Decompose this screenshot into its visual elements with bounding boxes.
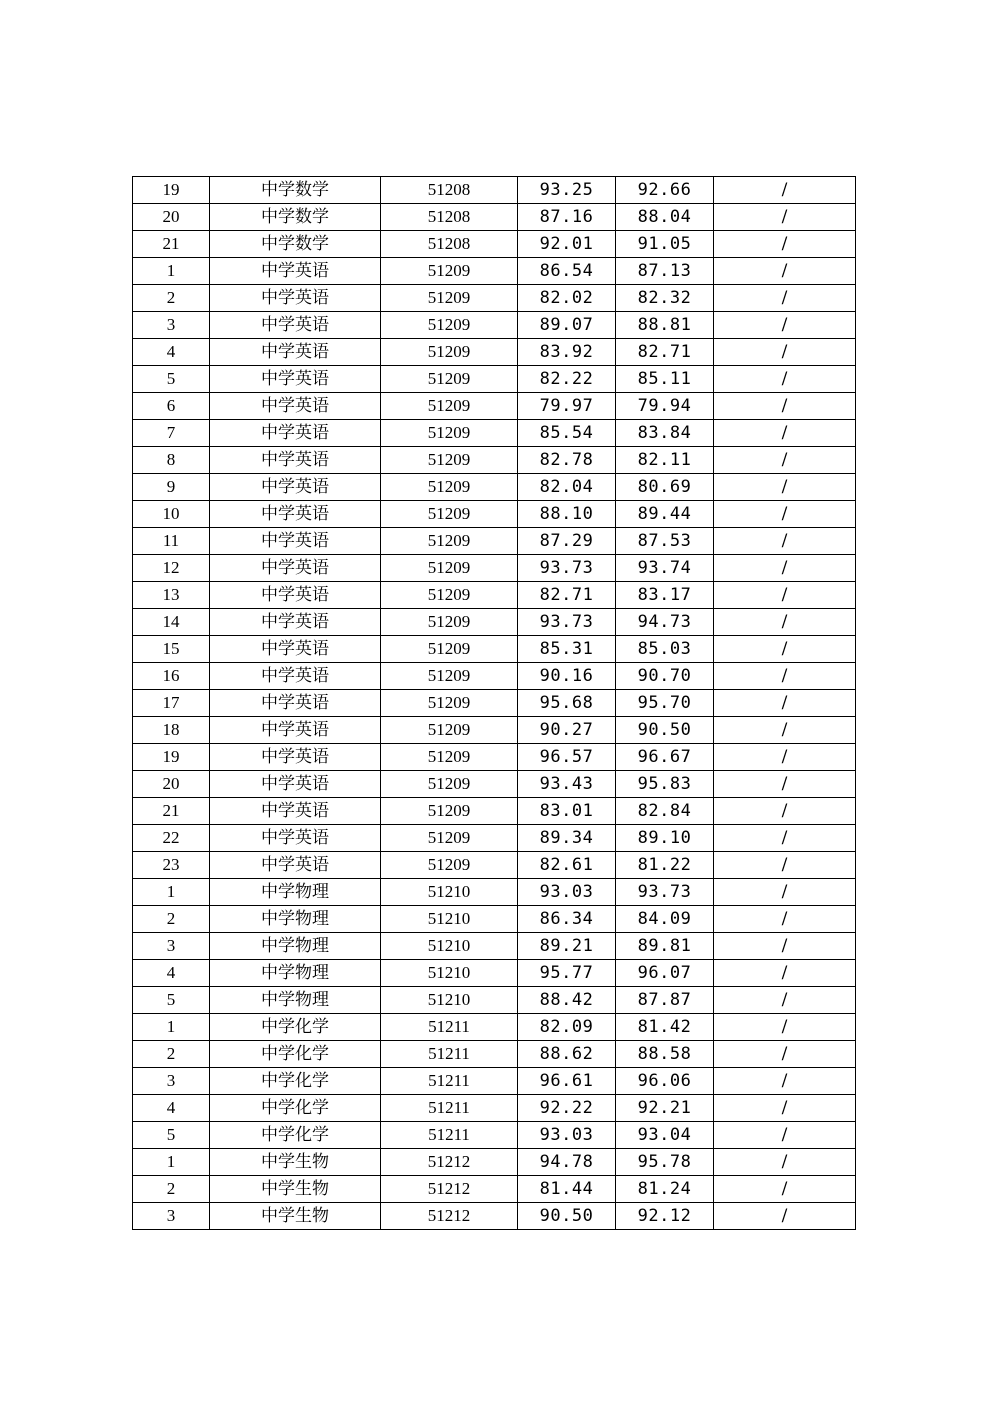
score-2-cell: 94.73	[616, 609, 714, 636]
subject-cell: 中学英语	[210, 420, 381, 447]
subject-cell: 中学英语	[210, 771, 381, 798]
position-code-cell: 51209	[381, 555, 518, 582]
score-1-cell: 93.73	[518, 609, 616, 636]
row-number-cell: 15	[133, 636, 210, 663]
row-number-cell: 1	[133, 258, 210, 285]
remark-cell: /	[714, 1014, 856, 1041]
score-2-cell: 88.81	[616, 312, 714, 339]
score-1-cell: 94.78	[518, 1149, 616, 1176]
table-row	[133, 1068, 856, 1095]
position-code-cell: 51209	[381, 636, 518, 663]
subject-cell: 中学化学	[210, 1068, 381, 1095]
remark-cell: /	[714, 663, 856, 690]
row-number-cell: 3	[133, 1068, 210, 1095]
remark-cell: /	[714, 771, 856, 798]
score-2-cell: 82.32	[616, 285, 714, 312]
score-2-cell: 88.58	[616, 1041, 714, 1068]
score-1-cell: 89.07	[518, 312, 616, 339]
score-2-cell: 81.24	[616, 1176, 714, 1203]
subject-cell: 中学物理	[210, 879, 381, 906]
subject-cell: 中学英语	[210, 501, 381, 528]
subject-cell: 中学英语	[210, 582, 381, 609]
score-2-cell: 96.67	[616, 744, 714, 771]
remark-cell: /	[714, 987, 856, 1014]
table-row	[133, 393, 856, 420]
position-code-cell: 51209	[381, 582, 518, 609]
score-1-cell: 93.03	[518, 879, 616, 906]
subject-cell: 中学英语	[210, 339, 381, 366]
remark-cell: /	[714, 852, 856, 879]
score-1-cell: 87.29	[518, 528, 616, 555]
position-code-cell: 51209	[381, 339, 518, 366]
row-number-cell: 4	[133, 339, 210, 366]
score-2-cell: 88.04	[616, 204, 714, 231]
score-1-cell: 79.97	[518, 393, 616, 420]
position-code-cell: 51209	[381, 690, 518, 717]
position-code-cell: 51210	[381, 960, 518, 987]
subject-cell: 中学物理	[210, 933, 381, 960]
table-row	[133, 582, 856, 609]
score-1-cell: 90.16	[518, 663, 616, 690]
score-2-cell: 95.83	[616, 771, 714, 798]
position-code-cell: 51209	[381, 366, 518, 393]
row-number-cell: 3	[133, 1203, 210, 1230]
table-row	[133, 852, 856, 879]
score-2-cell: 87.13	[616, 258, 714, 285]
remark-cell: /	[714, 420, 856, 447]
score-2-cell: 89.10	[616, 825, 714, 852]
score-1-cell: 83.92	[518, 339, 616, 366]
position-code-cell: 51209	[381, 312, 518, 339]
subject-cell: 中学英语	[210, 366, 381, 393]
position-code-cell: 51209	[381, 663, 518, 690]
score-2-cell: 82.84	[616, 798, 714, 825]
table-row	[133, 339, 856, 366]
subject-cell: 中学英语	[210, 258, 381, 285]
score-2-cell: 95.78	[616, 1149, 714, 1176]
score-2-cell: 90.50	[616, 717, 714, 744]
position-code-cell: 51212	[381, 1203, 518, 1230]
score-1-cell: 85.54	[518, 420, 616, 447]
remark-cell: /	[714, 960, 856, 987]
score-1-cell: 93.43	[518, 771, 616, 798]
subject-cell: 中学物理	[210, 987, 381, 1014]
score-table-body	[133, 177, 856, 1230]
subject-cell: 中学化学	[210, 1122, 381, 1149]
remark-cell: /	[714, 231, 856, 258]
position-code-cell: 51209	[381, 501, 518, 528]
score-2-cell: 81.22	[616, 852, 714, 879]
row-number-cell: 12	[133, 555, 210, 582]
position-code-cell: 51211	[381, 1068, 518, 1095]
subject-cell: 中学英语	[210, 528, 381, 555]
score-2-cell: 93.73	[616, 879, 714, 906]
position-code-cell: 51209	[381, 717, 518, 744]
remark-cell: /	[714, 366, 856, 393]
position-code-cell: 51209	[381, 258, 518, 285]
score-1-cell: 93.03	[518, 1122, 616, 1149]
table-row	[133, 420, 856, 447]
score-2-cell: 92.21	[616, 1095, 714, 1122]
subject-cell: 中学化学	[210, 1014, 381, 1041]
position-code-cell: 51209	[381, 474, 518, 501]
score-1-cell: 81.44	[518, 1176, 616, 1203]
table-row	[133, 717, 856, 744]
position-code-cell: 51209	[381, 528, 518, 555]
row-number-cell: 22	[133, 825, 210, 852]
row-number-cell: 2	[133, 906, 210, 933]
row-number-cell: 20	[133, 771, 210, 798]
subject-cell: 中学英语	[210, 285, 381, 312]
remark-cell: /	[714, 582, 856, 609]
score-1-cell: 82.78	[518, 447, 616, 474]
table-row	[133, 1203, 856, 1230]
table-row	[133, 231, 856, 258]
score-1-cell: 92.01	[518, 231, 616, 258]
position-code-cell: 51211	[381, 1095, 518, 1122]
score-1-cell: 82.71	[518, 582, 616, 609]
score-1-cell: 95.77	[518, 960, 616, 987]
table-row	[133, 285, 856, 312]
remark-cell: /	[714, 285, 856, 312]
row-number-cell: 2	[133, 1176, 210, 1203]
subject-cell: 中学物理	[210, 906, 381, 933]
table-row	[133, 663, 856, 690]
subject-cell: 中学英语	[210, 852, 381, 879]
position-code-cell: 51209	[381, 852, 518, 879]
row-number-cell: 23	[133, 852, 210, 879]
position-code-cell: 51209	[381, 285, 518, 312]
table-row	[133, 447, 856, 474]
row-number-cell: 1	[133, 879, 210, 906]
subject-cell: 中学化学	[210, 1041, 381, 1068]
score-2-cell: 93.74	[616, 555, 714, 582]
subject-cell: 中学英语	[210, 555, 381, 582]
subject-cell: 中学生物	[210, 1176, 381, 1203]
row-number-cell: 7	[133, 420, 210, 447]
subject-cell: 中学英语	[210, 798, 381, 825]
subject-cell: 中学英语	[210, 609, 381, 636]
row-number-cell: 2	[133, 285, 210, 312]
remark-cell: /	[714, 744, 856, 771]
score-1-cell: 87.16	[518, 204, 616, 231]
score-2-cell: 89.81	[616, 933, 714, 960]
score-2-cell: 91.05	[616, 231, 714, 258]
remark-cell: /	[714, 1149, 856, 1176]
row-number-cell: 16	[133, 663, 210, 690]
score-2-cell: 95.70	[616, 690, 714, 717]
score-1-cell: 88.62	[518, 1041, 616, 1068]
remark-cell: /	[714, 393, 856, 420]
subject-cell: 中学化学	[210, 1095, 381, 1122]
score-2-cell: 92.66	[616, 177, 714, 204]
score-2-cell: 83.84	[616, 420, 714, 447]
score-2-cell: 79.94	[616, 393, 714, 420]
score-2-cell: 85.11	[616, 366, 714, 393]
position-code-cell: 51212	[381, 1176, 518, 1203]
score-2-cell: 87.87	[616, 987, 714, 1014]
position-code-cell: 51210	[381, 933, 518, 960]
table-row	[133, 204, 856, 231]
score-1-cell: 82.04	[518, 474, 616, 501]
subject-cell: 中学数学	[210, 204, 381, 231]
table-row	[133, 609, 856, 636]
row-number-cell: 10	[133, 501, 210, 528]
table-row	[133, 771, 856, 798]
position-code-cell: 51210	[381, 987, 518, 1014]
table-row	[133, 636, 856, 663]
score-2-cell: 80.69	[616, 474, 714, 501]
remark-cell: /	[714, 1176, 856, 1203]
subject-cell: 中学英语	[210, 663, 381, 690]
subject-cell: 中学数学	[210, 231, 381, 258]
subject-cell: 中学英语	[210, 447, 381, 474]
subject-cell: 中学英语	[210, 744, 381, 771]
score-1-cell: 83.01	[518, 798, 616, 825]
row-number-cell: 8	[133, 447, 210, 474]
row-number-cell: 9	[133, 474, 210, 501]
row-number-cell: 14	[133, 609, 210, 636]
subject-cell: 中学生物	[210, 1149, 381, 1176]
score-1-cell: 92.22	[518, 1095, 616, 1122]
row-number-cell: 21	[133, 231, 210, 258]
table-row	[133, 555, 856, 582]
row-number-cell: 5	[133, 987, 210, 1014]
position-code-cell: 51209	[381, 825, 518, 852]
remark-cell: /	[714, 1095, 856, 1122]
position-code-cell: 51209	[381, 393, 518, 420]
score-2-cell: 96.07	[616, 960, 714, 987]
row-number-cell: 19	[133, 744, 210, 771]
score-1-cell: 82.09	[518, 1014, 616, 1041]
position-code-cell: 51210	[381, 879, 518, 906]
remark-cell: /	[714, 177, 856, 204]
score-2-cell: 93.04	[616, 1122, 714, 1149]
score-1-cell: 93.73	[518, 555, 616, 582]
row-number-cell: 2	[133, 1041, 210, 1068]
position-code-cell: 51208	[381, 177, 518, 204]
table-row	[133, 1149, 856, 1176]
row-number-cell: 6	[133, 393, 210, 420]
position-code-cell: 51209	[381, 744, 518, 771]
row-number-cell: 5	[133, 1122, 210, 1149]
remark-cell: /	[714, 258, 856, 285]
table-row	[133, 1014, 856, 1041]
subject-cell: 中学英语	[210, 393, 381, 420]
score-1-cell: 90.50	[518, 1203, 616, 1230]
table-row	[133, 798, 856, 825]
row-number-cell: 4	[133, 960, 210, 987]
score-1-cell: 89.34	[518, 825, 616, 852]
table-row	[133, 879, 856, 906]
score-1-cell: 96.57	[518, 744, 616, 771]
remark-cell: /	[714, 528, 856, 555]
table-row	[133, 1041, 856, 1068]
table-row	[133, 528, 856, 555]
score-1-cell: 86.54	[518, 258, 616, 285]
table-row	[133, 258, 856, 285]
row-number-cell: 3	[133, 933, 210, 960]
score-1-cell: 86.34	[518, 906, 616, 933]
table-row	[133, 366, 856, 393]
table-row	[133, 312, 856, 339]
table-row	[133, 1176, 856, 1203]
remark-cell: /	[714, 1203, 856, 1230]
table-row	[133, 933, 856, 960]
score-2-cell: 92.12	[616, 1203, 714, 1230]
remark-cell: /	[714, 1122, 856, 1149]
row-number-cell: 3	[133, 312, 210, 339]
row-number-cell: 21	[133, 798, 210, 825]
table-row	[133, 906, 856, 933]
remark-cell: /	[714, 555, 856, 582]
table-row	[133, 987, 856, 1014]
subject-cell: 中学英语	[210, 636, 381, 663]
score-1-cell: 88.42	[518, 987, 616, 1014]
position-code-cell: 51211	[381, 1122, 518, 1149]
score-2-cell: 81.42	[616, 1014, 714, 1041]
score-2-cell: 87.53	[616, 528, 714, 555]
row-number-cell: 20	[133, 204, 210, 231]
score-1-cell: 95.68	[518, 690, 616, 717]
subject-cell: 中学英语	[210, 825, 381, 852]
score-1-cell: 93.25	[518, 177, 616, 204]
score-1-cell: 82.22	[518, 366, 616, 393]
position-code-cell: 51212	[381, 1149, 518, 1176]
table-row	[133, 1095, 856, 1122]
table-row	[133, 177, 856, 204]
row-number-cell: 11	[133, 528, 210, 555]
subject-cell: 中学英语	[210, 312, 381, 339]
remark-cell: /	[714, 636, 856, 663]
score-2-cell: 90.70	[616, 663, 714, 690]
remark-cell: /	[714, 933, 856, 960]
position-code-cell: 51211	[381, 1014, 518, 1041]
row-number-cell: 5	[133, 366, 210, 393]
remark-cell: /	[714, 717, 856, 744]
score-2-cell: 83.17	[616, 582, 714, 609]
row-number-cell: 13	[133, 582, 210, 609]
score-1-cell: 82.61	[518, 852, 616, 879]
subject-cell: 中学数学	[210, 177, 381, 204]
table-row	[133, 1122, 856, 1149]
position-code-cell: 51208	[381, 231, 518, 258]
score-2-cell: 82.71	[616, 339, 714, 366]
remark-cell: /	[714, 312, 856, 339]
score-2-cell: 85.03	[616, 636, 714, 663]
score-1-cell: 96.61	[518, 1068, 616, 1095]
row-number-cell: 1	[133, 1014, 210, 1041]
row-number-cell: 1	[133, 1149, 210, 1176]
row-number-cell: 19	[133, 177, 210, 204]
table-row	[133, 501, 856, 528]
subject-cell: 中学英语	[210, 690, 381, 717]
remark-cell: /	[714, 474, 856, 501]
subject-cell: 中学生物	[210, 1203, 381, 1230]
position-code-cell: 51209	[381, 771, 518, 798]
subject-cell: 中学物理	[210, 960, 381, 987]
remark-cell: /	[714, 906, 856, 933]
score-2-cell: 82.11	[616, 447, 714, 474]
score-2-cell: 89.44	[616, 501, 714, 528]
subject-cell: 中学英语	[210, 717, 381, 744]
remark-cell: /	[714, 1068, 856, 1095]
score-1-cell: 90.27	[518, 717, 616, 744]
row-number-cell: 17	[133, 690, 210, 717]
remark-cell: /	[714, 825, 856, 852]
remark-cell: /	[714, 1041, 856, 1068]
remark-cell: /	[714, 879, 856, 906]
position-code-cell: 51209	[381, 798, 518, 825]
subject-cell: 中学英语	[210, 474, 381, 501]
score-2-cell: 96.06	[616, 1068, 714, 1095]
remark-cell: /	[714, 339, 856, 366]
position-code-cell: 51209	[381, 420, 518, 447]
score-1-cell: 88.10	[518, 501, 616, 528]
table-row	[133, 825, 856, 852]
table-row	[133, 744, 856, 771]
score-2-cell: 84.09	[616, 906, 714, 933]
position-code-cell: 51209	[381, 447, 518, 474]
row-number-cell: 4	[133, 1095, 210, 1122]
position-code-cell: 51208	[381, 204, 518, 231]
position-code-cell: 51209	[381, 609, 518, 636]
remark-cell: /	[714, 690, 856, 717]
remark-cell: /	[714, 609, 856, 636]
position-code-cell: 51211	[381, 1041, 518, 1068]
remark-cell: /	[714, 798, 856, 825]
row-number-cell: 18	[133, 717, 210, 744]
score-table	[132, 176, 856, 1230]
remark-cell: /	[714, 501, 856, 528]
table-row	[133, 474, 856, 501]
score-1-cell: 85.31	[518, 636, 616, 663]
table-row	[133, 960, 856, 987]
remark-cell: /	[714, 204, 856, 231]
position-code-cell: 51210	[381, 906, 518, 933]
table-row	[133, 690, 856, 717]
remark-cell: /	[714, 447, 856, 474]
score-1-cell: 82.02	[518, 285, 616, 312]
score-1-cell: 89.21	[518, 933, 616, 960]
